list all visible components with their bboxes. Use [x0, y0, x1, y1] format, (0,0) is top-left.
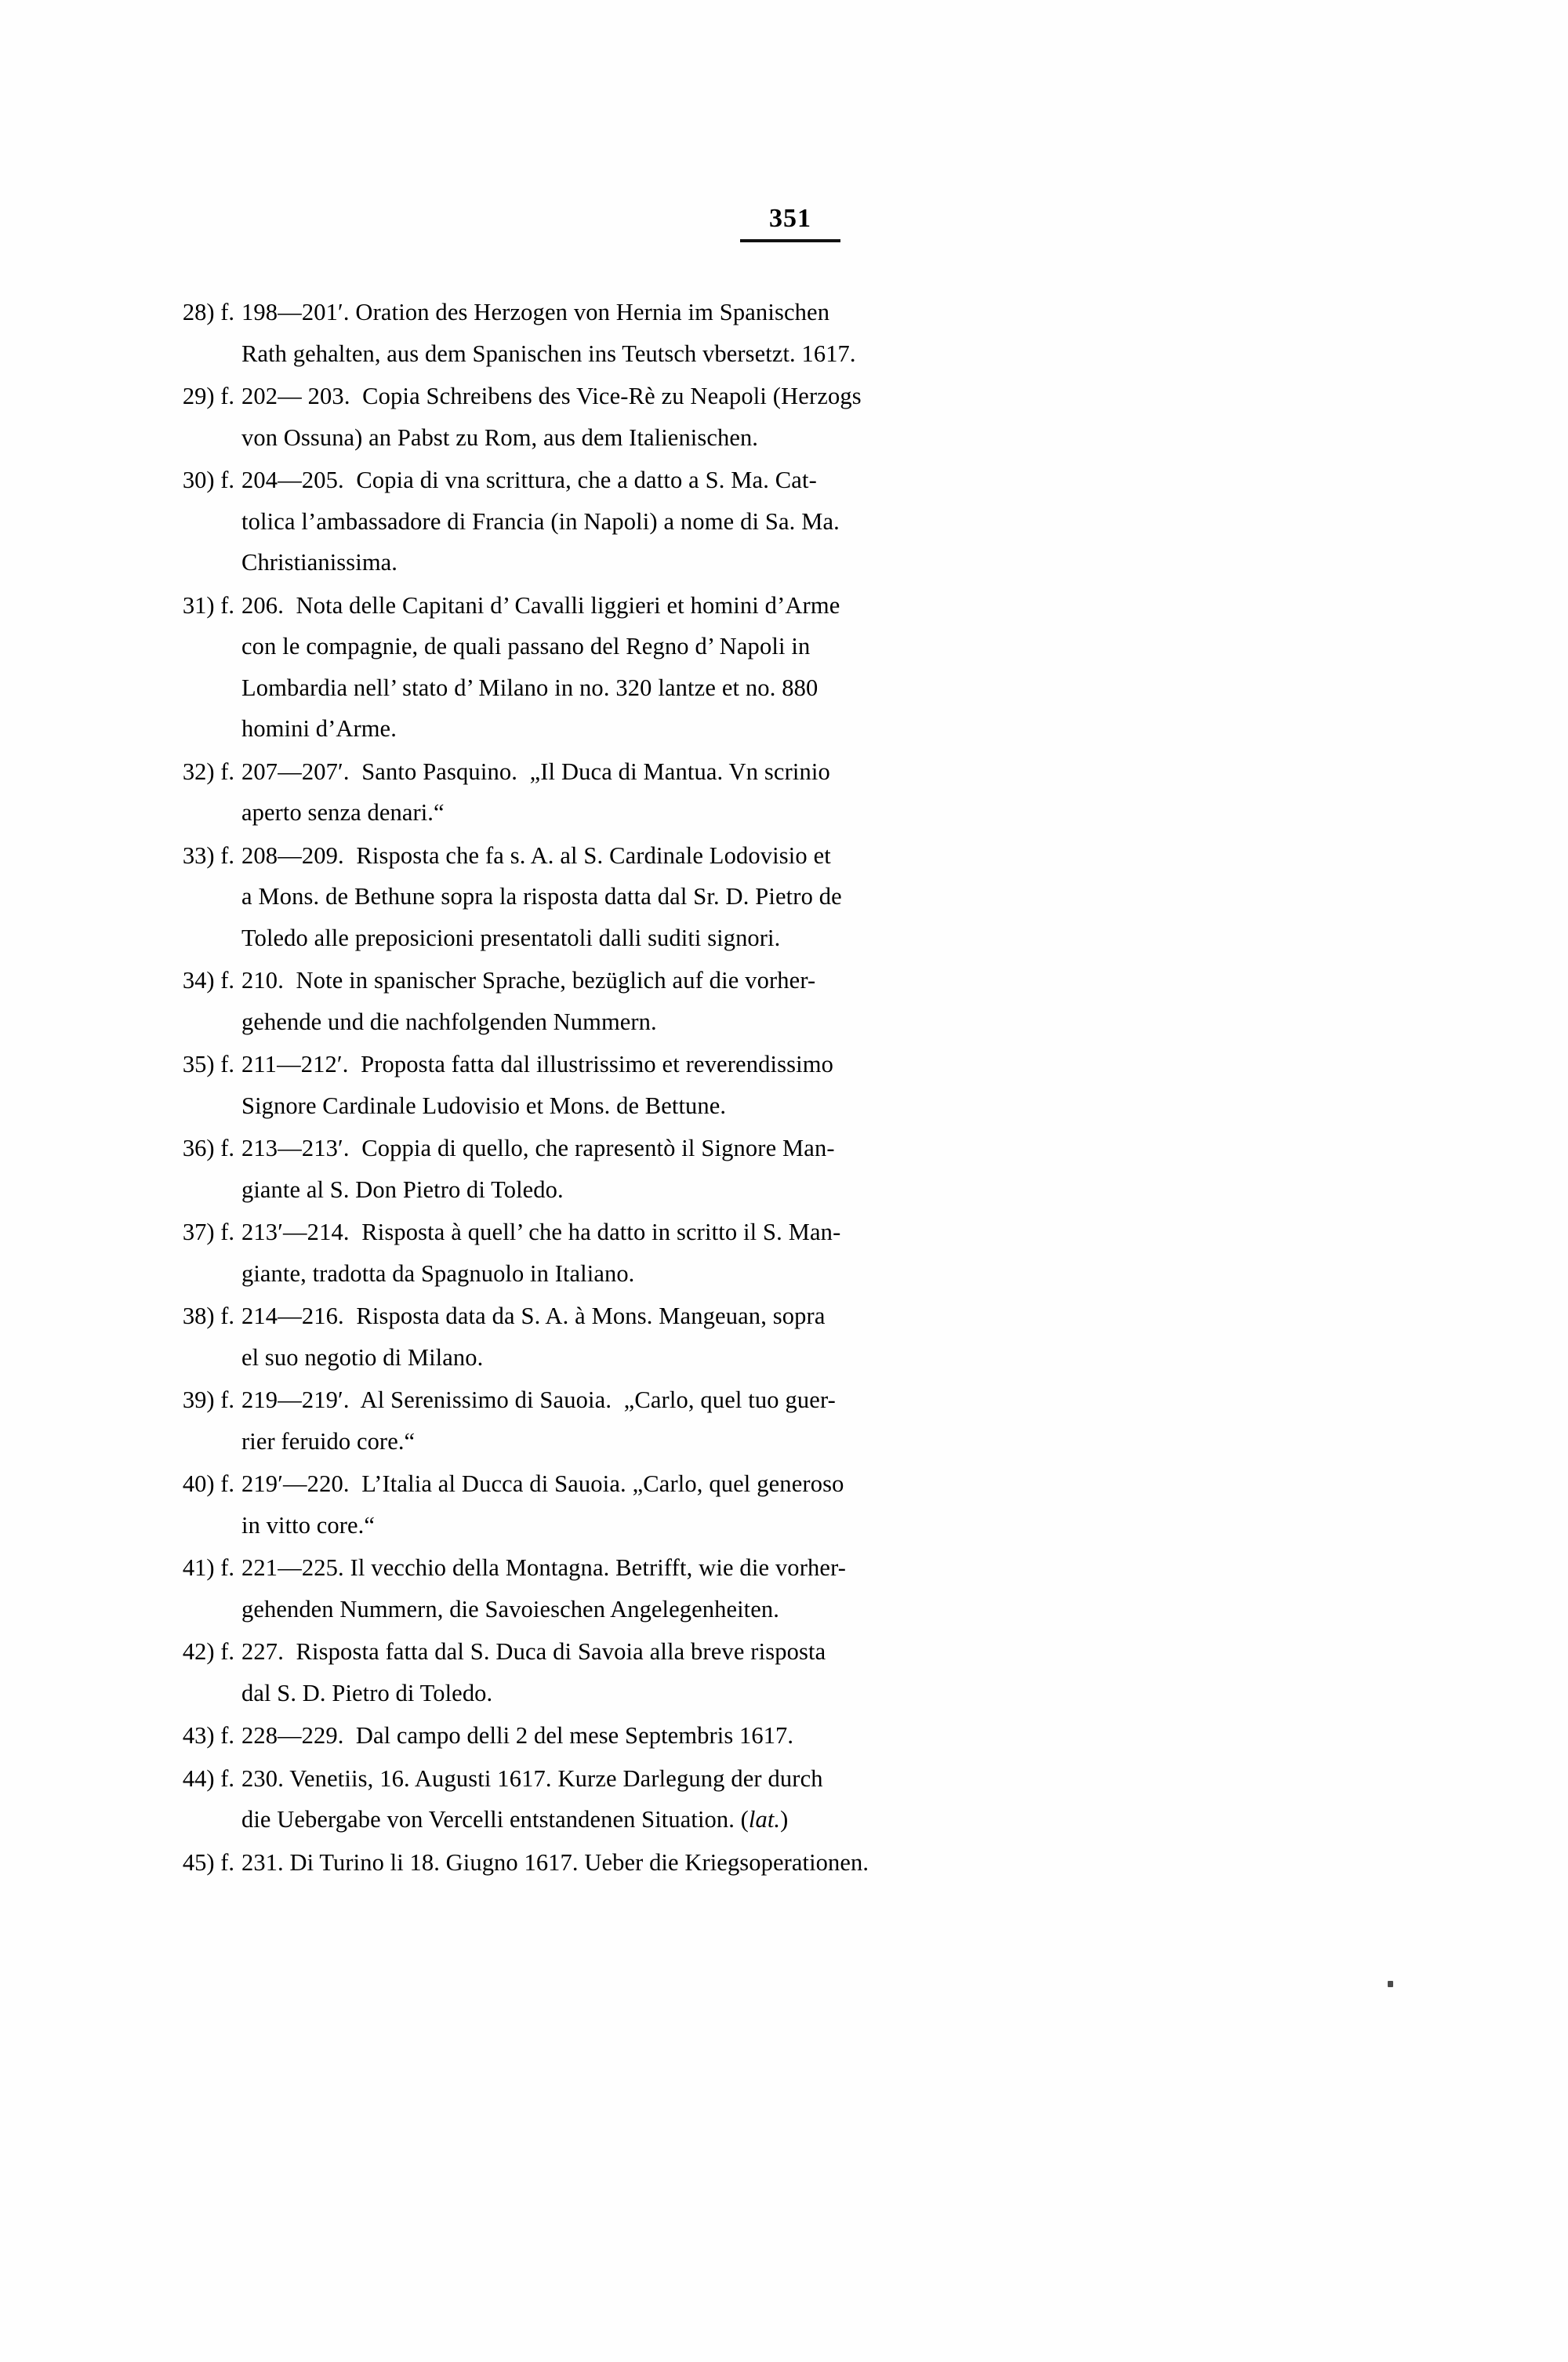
- catalogue-entry: [159, 376, 1367, 458]
- entry-line: 213—213′. Coppia di quello, che rapresentò il Signore Man-: [241, 1135, 835, 1161]
- page-number: 351: [769, 204, 811, 233]
- catalogue-entry: [159, 1295, 1367, 1378]
- entry-number: 35) f.: [182, 1051, 234, 1077]
- entry-text: [241, 1758, 1367, 1841]
- entry-number: 32) f.: [182, 758, 234, 785]
- catalogue-entry-list: [159, 292, 1367, 1884]
- entry-line: dal S. D. Pietro di Toledo.: [241, 1679, 493, 1706]
- entry-number: 30) f.: [182, 467, 234, 493]
- entry-number: 45) f.: [182, 1848, 234, 1876]
- catalogue-entry: [159, 1379, 1367, 1462]
- entry-line: tolica l’ambassadore di Francia (in Napoli) a nome di Sa. Ma.: [241, 507, 840, 535]
- catalogue-entry: [159, 1128, 1367, 1210]
- catalogue-entry: [159, 1758, 1367, 1841]
- entry-text: [241, 960, 1367, 1042]
- entry-text: [241, 835, 1367, 959]
- entry-line: Signore Cardinale Ludovisio et Mons. de Bettune.: [241, 1092, 727, 1119]
- entry-line: 213′—214. Risposta à quell’ che ha datto in scritto il S. Man-: [241, 1219, 841, 1245]
- entry-text: [241, 1128, 1367, 1210]
- catalogue-entry: [159, 960, 1367, 1042]
- entry-line: 230. Venetiis, 16. Augusti 1617. Kurze Darlegung der durch: [241, 1764, 823, 1792]
- entry-line: 219′—220. L’Italia al Ducca di Sauoia. „Carlo, quel generoso: [241, 1470, 844, 1497]
- catalogue-entry: [159, 1212, 1367, 1294]
- entry-text: [241, 1044, 1367, 1126]
- entry-line: el suo negotio di Milano.: [241, 1343, 484, 1371]
- catalogue-entry: [159, 1044, 1367, 1126]
- entry-text: [241, 1463, 1367, 1546]
- entry-text: [241, 751, 1367, 834]
- entry-text: [241, 1715, 1367, 1757]
- entry-line: 207—207′. Santo Pasquino. „Il Duca di Mantua. Vn scrinio: [241, 758, 830, 785]
- entry-line: aperto senza denari.“: [241, 799, 445, 826]
- catalogue-entry: [159, 1547, 1367, 1630]
- entry-number: 42) f.: [182, 1638, 234, 1665]
- entry-line: Lombardia nell’ stato d’ Milano in no. 320 lantze et no. 880: [241, 674, 818, 701]
- entry-number: 40) f.: [182, 1470, 234, 1497]
- page-header-inner: [740, 205, 840, 242]
- entry-line: 204—205. Copia di vna scrittura, che a datto a S. Ma. Cat-: [241, 467, 817, 493]
- entry-line: in vitto core.“: [241, 1511, 376, 1539]
- entry-number: 31) f.: [182, 591, 234, 619]
- entry-line: 228—229. Dal campo delli 2 del mese Septembris 1617.: [241, 1722, 794, 1749]
- entry-text: [241, 1842, 1367, 1884]
- entry-line: Toledo alle preposicioni presentatoli dalli suditi signori.: [241, 924, 781, 951]
- catalogue-entry: [159, 585, 1367, 750]
- entry-line: 202— 203. Copia Schreibens des Vice-Rè zu Neapoli (Herzogs: [241, 383, 862, 409]
- entry-number: 44) f.: [182, 1764, 234, 1792]
- entry-line: 208—209. Risposta che fa s. A. al S. Cardinale Lodovisio et: [241, 841, 831, 869]
- entry-text: [241, 585, 1367, 750]
- entry-line: die Uebergabe von Vercelli entstandenen Situation. (lat.): [241, 1806, 789, 1833]
- entry-number: 34) f.: [182, 967, 234, 994]
- entry-line: a Mons. de Bethune sopra la risposta datta dal Sr. D. Pietro de: [241, 883, 842, 910]
- entry-line: 221—225. Il vecchio della Montagna. Betrifft, wie die vorher-: [241, 1554, 847, 1581]
- entry-number: 29) f.: [182, 383, 234, 409]
- entry-number: 37) f.: [182, 1219, 234, 1245]
- catalogue-entry: [159, 1463, 1367, 1546]
- entry-line: giante, tradotta da Spagnuolo in Italiano.: [241, 1259, 635, 1287]
- catalogue-entry: [159, 292, 1367, 374]
- catalogue-entry: [159, 460, 1367, 583]
- entry-text: [241, 460, 1367, 583]
- entry-line: 206. Nota delle Capitani d’ Cavalli liggieri et homini d’Arme: [241, 591, 840, 619]
- entry-number: 38) f.: [182, 1303, 234, 1329]
- entry-line: 231. Di Turino li 18. Giugno 1617. Ueber die Kriegsoperationen.: [241, 1848, 869, 1876]
- entry-text: [241, 1379, 1367, 1462]
- entry-line: 210. Note in spanischer Sprache, bezüglich auf die vorher-: [241, 967, 816, 994]
- entry-text: [241, 1212, 1367, 1294]
- entry-text: [241, 1547, 1367, 1630]
- entry-number: 36) f.: [182, 1135, 234, 1161]
- entry-number: 33) f.: [182, 841, 234, 869]
- header-rule: [740, 239, 840, 242]
- entry-line: con le compagnie, de quali passano del Regno d’ Napoli in: [241, 633, 811, 660]
- entry-number: 28) f.: [182, 299, 234, 325]
- catalogue-entry: [159, 1842, 1367, 1884]
- language-tag: lat.: [748, 1806, 781, 1833]
- entry-text: [241, 292, 1367, 374]
- entry-text: [241, 1295, 1367, 1378]
- catalogue-entry: [159, 835, 1367, 959]
- entry-text: [241, 1631, 1367, 1713]
- entry-line: homini d’Arme.: [241, 715, 397, 742]
- catalogue-entry: [159, 751, 1367, 834]
- entry-number: 43) f.: [182, 1722, 234, 1749]
- entry-line: Rath gehalten, aus dem Spanischen ins Teutsch vbersetzt. 1617.: [241, 340, 856, 367]
- entry-line: 219—219′. Al Serenissimo di Sauoia. „Carlo, quel tuo guer-: [241, 1386, 836, 1413]
- entry-number: 41) f.: [182, 1554, 234, 1581]
- entry-text: [241, 376, 1367, 458]
- entry-line: gehende und die nachfolgenden Nummern.: [241, 1008, 657, 1035]
- catalogue-entry: [159, 1715, 1367, 1757]
- page-header: [0, 205, 1568, 242]
- scan-artifact-speck: [1388, 1981, 1393, 1987]
- catalogue-entry: [159, 1631, 1367, 1713]
- entry-line: Christianissima.: [241, 549, 398, 576]
- entry-number: 39) f.: [182, 1386, 234, 1413]
- entry-line: giante al S. Don Pietro di Toledo.: [241, 1176, 564, 1203]
- entry-line: 198—201′. Oration des Herzogen von Hernia im Spanischen: [241, 299, 830, 325]
- entry-line: rier feruido core.“: [241, 1427, 416, 1455]
- entry-line: gehenden Nummern, die Savoieschen Angelegenheiten.: [241, 1595, 779, 1623]
- entry-line: 227. Risposta fatta dal S. Duca di Savoia alla breve risposta: [241, 1638, 826, 1665]
- entry-line: 211—212′. Proposta fatta dal illustrissimo et reverendissimo: [241, 1051, 834, 1077]
- entry-line: 214—216. Risposta data da S. A. à Mons. Mangeuan, sopra: [241, 1303, 826, 1329]
- entry-line: von Ossuna) an Pabst zu Rom, aus dem Italienischen.: [241, 423, 759, 451]
